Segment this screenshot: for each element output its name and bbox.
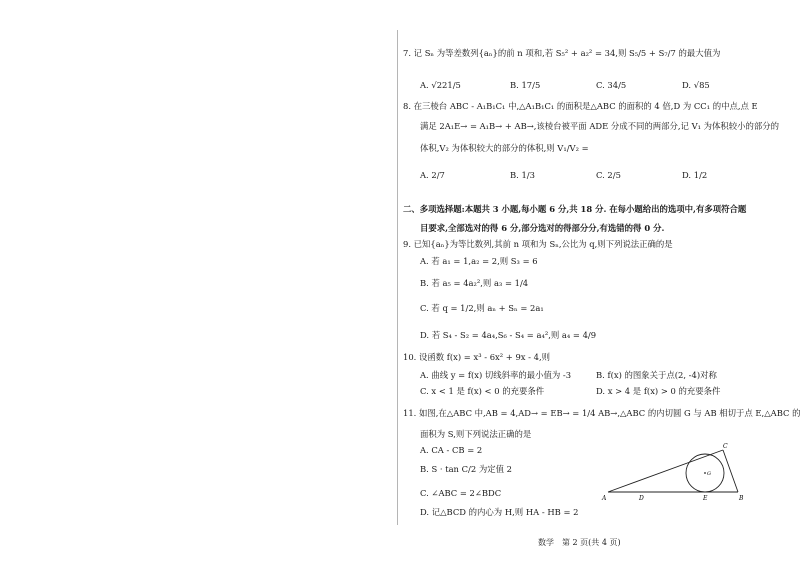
label-g: G xyxy=(707,471,711,477)
q7-option-a: A. √221/5 xyxy=(420,80,461,90)
q8-line1: 8. 在三棱台 ABC - A₁B₁C₁ 中,△A₁B₁C₁ 的面积是△ABC 的面积的 4 倍,D 为 CC₁ 的中点,点 E xyxy=(403,101,758,111)
q11-option-c: C. ∠ABC = 2∠BDC xyxy=(420,488,502,498)
page-footer: 数学 第 2 页(共 4 页) xyxy=(538,538,621,547)
q8-line3: 体积,V₂ 为体积较大的部分的体积,则 V₁/V₂ = xyxy=(420,143,589,153)
side-bc xyxy=(723,450,738,492)
q9-stem: 9. 已知{aₙ}为等比数列,其前 n 项和为 Sₙ,公比为 q,则下列说法正确的是 xyxy=(403,239,673,249)
q7-option-d: D. √85 xyxy=(682,80,710,90)
q10-option-b: B. f(x) 的图象关于点(2, -4)对称 xyxy=(596,370,717,380)
label-a: A xyxy=(602,495,607,502)
center-g-dot xyxy=(704,472,706,474)
q11-option-b: B. S · tan C/2 为定值 2 xyxy=(420,464,512,474)
q9-option-b: B. 若 a₅ = 4a₂²,则 a₃ = 1/4 xyxy=(420,278,529,288)
q7-option-b: B. 17/5 xyxy=(510,80,541,90)
q11-line2: 面积为 S,则下列说法正确的是 xyxy=(420,429,532,439)
q7-option-c: C. 34/5 xyxy=(596,80,627,90)
label-e: E xyxy=(703,495,708,502)
q11-option-d: D. 记△BCD 的内心为 H,则 HA - HB = 2 xyxy=(420,507,579,517)
q9-option-a: A. 若 a₁ = 1,a₂ = 2,则 S₃ = 6 xyxy=(420,256,538,266)
triangle-incircle-figure xyxy=(600,440,750,502)
q8-option-c: C. 2/5 xyxy=(596,170,621,180)
label-d: D xyxy=(639,495,644,502)
label-b: B xyxy=(739,495,744,502)
q10-option-c: C. x < 1 是 f(x) < 0 的充要条件 xyxy=(420,386,545,396)
q10-option-d: D. x > 4 是 f(x) > 0 的充要条件 xyxy=(596,386,721,396)
q8-line2: 满足 2A₁E→ = A₁B→ + AB→,该棱台被平面 ADE 分成不同的两部分,记 V₁ 为体积较小的部分的 xyxy=(420,121,780,131)
label-c: C xyxy=(723,443,728,450)
q7-stem: 7. 记 Sₙ 为等差数列{aₙ}的前 n 项和,若 S₅² + a₂² = 34,则 S₅/5 + S₇/7 的最大值为 xyxy=(403,48,721,58)
q9-option-c: C. 若 q = 1/2,则 aₙ + Sₙ = 2a₁ xyxy=(420,303,544,313)
q8-option-b: B. 1/3 xyxy=(510,170,535,180)
q10-stem: 10. 设函数 f(x) = x³ - 6x² + 9x - 4,则 xyxy=(403,352,551,362)
section2-line1: 二、多项选择题:本题共 3 小题,每小题 6 分,共 18 分. 在每小题给出的选项中,有多项符合题 xyxy=(403,204,747,214)
section2-line2: 目要求,全部选对的得 6 分,部分选对的得部分分,有选错的得 0 分. xyxy=(420,223,665,233)
q9-option-d: D. 若 S₄ - S₂ = 4a₄,S₆ - S₄ = a₄²,则 a₄ = 4/9 xyxy=(420,330,597,340)
q8-option-d: D. 1/2 xyxy=(682,170,708,180)
q11-option-a: A. CA - CB = 2 xyxy=(420,445,483,455)
side-ac xyxy=(608,450,723,492)
column-divider xyxy=(397,30,398,525)
q10-option-a: A. 曲线 y = f(x) 切线斜率的最小值为 -3 xyxy=(420,370,572,380)
q11-line1: 11. 如图,在△ABC 中,AB = 4,AD→ = EB→ = 1/4 AB→,△ABC 的内切圆 G 与 AB 相切于点 E,△ABC 的 xyxy=(403,408,800,418)
q8-option-a: A. 2/7 xyxy=(420,170,445,180)
